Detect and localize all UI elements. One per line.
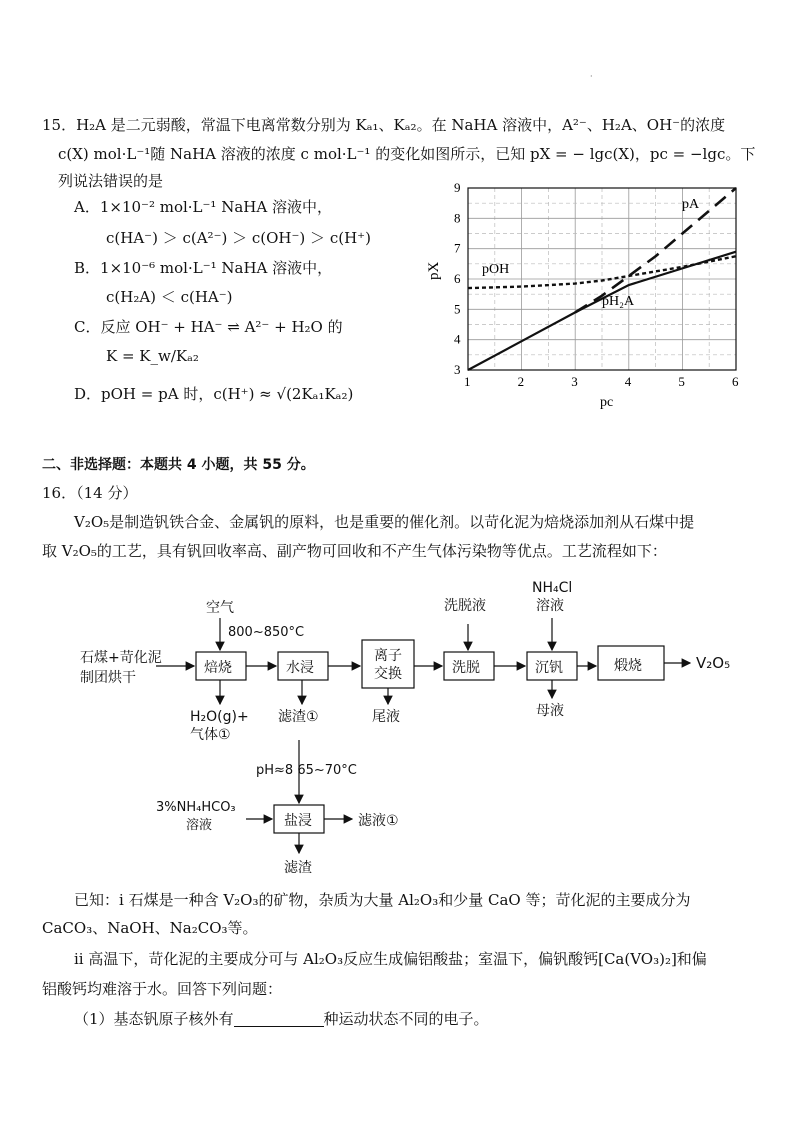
q15-option-a-line1: A．1×10⁻² mol·L⁻¹ NaHA 溶液中， <box>74 198 332 216</box>
label-reagent-1: 3%NH₄HCO₃ <box>156 800 236 815</box>
label-feed-1: 石煤+苛化泥 <box>80 650 162 666</box>
x-tick-label: 1 <box>464 374 471 389</box>
q15-stem-line3: 列说法错误的是 <box>58 172 164 190</box>
q16-header: 16．（14 分） <box>42 484 138 502</box>
y-tick-label: 4 <box>454 331 461 347</box>
chart-grid <box>468 180 750 370</box>
y-tick-label: 3 <box>454 362 461 377</box>
series-label-pa: pA <box>682 197 700 212</box>
y-tick-label: 8 <box>454 210 461 226</box>
q15-stem-line1: 15．H₂A 是二元弱酸，常温下电离常数分别为 Kₐ₁、Kₐ₂。在 NaHA 溶液中，A²⁻、H₂A、OH⁻的浓度 <box>42 116 726 134</box>
x-tick-label: 5 <box>678 374 685 389</box>
label-ion-1: 离子 <box>374 648 402 664</box>
x-tick-label: 2 <box>517 374 525 389</box>
label-gas-1: H₂O(g)+ <box>190 709 249 725</box>
x-axis-label: pc <box>600 395 614 410</box>
q16-known-line4: 铝酸钙均难溶于水。回答下列问题： <box>42 980 283 998</box>
x-tick-label: 3 <box>571 374 578 389</box>
q16-sub1-prefix: （1）基态钒原子核外有 <box>74 1010 234 1028</box>
q15-option-d: D．pOH = pA 时，c(H⁺) ≈ √(2Kₐ₁Kₐ₂) <box>74 385 354 403</box>
y-tick-label: 9 <box>454 180 461 195</box>
label-product: V₂O₅ <box>696 654 731 672</box>
label-tail: 尾液 <box>372 709 400 725</box>
label-residue: 滤渣 <box>284 860 312 876</box>
q15-stem-line2: c(X) mol·L⁻¹随 NaHA 溶液的浓度 c mol·L⁻¹ 的变化如图所示，已知 pX = − lgc(X)，pc = −lgc。下 <box>58 145 756 163</box>
q15-option-a-line2: c(HA⁻) ＞ c(A²⁻) ＞ c(OH⁻) ＞ c(H⁺) <box>106 229 371 247</box>
label-residue1: 滤渣① <box>278 709 319 725</box>
q16-intro-line2: 取 V₂O₅的工艺，具有钒回收率高、副产物可回收和不产生气体污染物等优点。工艺流程如下： <box>42 542 667 560</box>
label-air: 空气 <box>206 600 234 616</box>
label-mother: 母液 <box>536 703 564 719</box>
label-calcine: 煅烧 <box>614 658 642 674</box>
y-tick-label: 6 <box>454 271 461 286</box>
q16-sub1 <box>74 1008 489 1030</box>
q16-sub1-suffix: 种运动状态不同的电子。 <box>323 1010 489 1028</box>
q16-known-line2: CaCO₃、NaOH、Na₂CO₃等。 <box>42 919 258 937</box>
y-tick-label: 7 <box>454 240 461 256</box>
label-feed-2: 制团烘干 <box>80 670 136 686</box>
label-nh4cl-2: 溶液 <box>536 598 564 614</box>
label-roast: 焙烧 <box>204 660 232 676</box>
label-elute: 洗脱 <box>452 660 480 676</box>
answer-blank[interactable] <box>234 1010 324 1027</box>
label-temp1: 800~850°C <box>228 625 305 640</box>
q16-known-line3: ii 高温下，苛化泥的主要成分可与 Al₂O₃反应生成偏铝酸盐；室温下，偏钒酸钙[Ca(VO₃)₂]和偏 <box>74 950 707 968</box>
series-label-ph2a: pH₂A <box>602 294 635 309</box>
x-tick-label: 4 <box>624 374 632 389</box>
label-conditions: pH≈8 65~70°C <box>256 763 357 778</box>
process-flow-diagram <box>0 570 800 880</box>
px-pc-chart <box>420 180 750 410</box>
section-2-title: 二、非选择题：本题共 4 小题，共 55 分。 <box>42 457 315 473</box>
label-reagent-2: 溶液 <box>186 818 213 833</box>
label-eluent: 洗脱液 <box>444 598 486 614</box>
series-label-poh: pOH <box>482 262 510 277</box>
label-precip: 沉钒 <box>535 660 563 676</box>
label-ion-2: 交换 <box>374 666 402 682</box>
label-filtrate1: 滤液① <box>358 813 399 829</box>
q16-intro-line1: V₂O₅是制造钒铁合金、金属钒的原料，也是重要的催化剂。以苛化泥为焙烧添加剂从石煤中提 <box>74 513 695 531</box>
q15-option-b-line1: B．1×10⁻⁶ mol·L⁻¹ NaHA 溶液中， <box>74 259 333 277</box>
label-gas-2: 气体① <box>190 727 231 743</box>
q15-option-c-line1: C．反应 OH⁻ + HA⁻ ⇌ A²⁻ + H₂O 的 <box>74 318 343 336</box>
y-tick-label: 5 <box>454 301 461 317</box>
label-water-leach: 水浸 <box>286 660 314 676</box>
label-salt-leach: 盐浸 <box>284 813 312 829</box>
page-mark: · <box>590 72 593 81</box>
label-nh4cl-1: NH₄Cl <box>532 580 573 596</box>
x-tick-label: 6 <box>732 374 739 389</box>
q16-known-line1: 已知：i 石煤是一种含 V₂O₃的矿物，杂质为大量 Al₂O₃和少量 CaO 等；苛化泥的主要成分为 <box>74 891 691 909</box>
q15-option-c-line2: K = K_w/Kₐ₂ <box>106 347 199 365</box>
y-axis-label: pX <box>426 261 442 280</box>
q15-option-b-line2: c(H₂A) ＜ c(HA⁻) <box>106 288 233 306</box>
